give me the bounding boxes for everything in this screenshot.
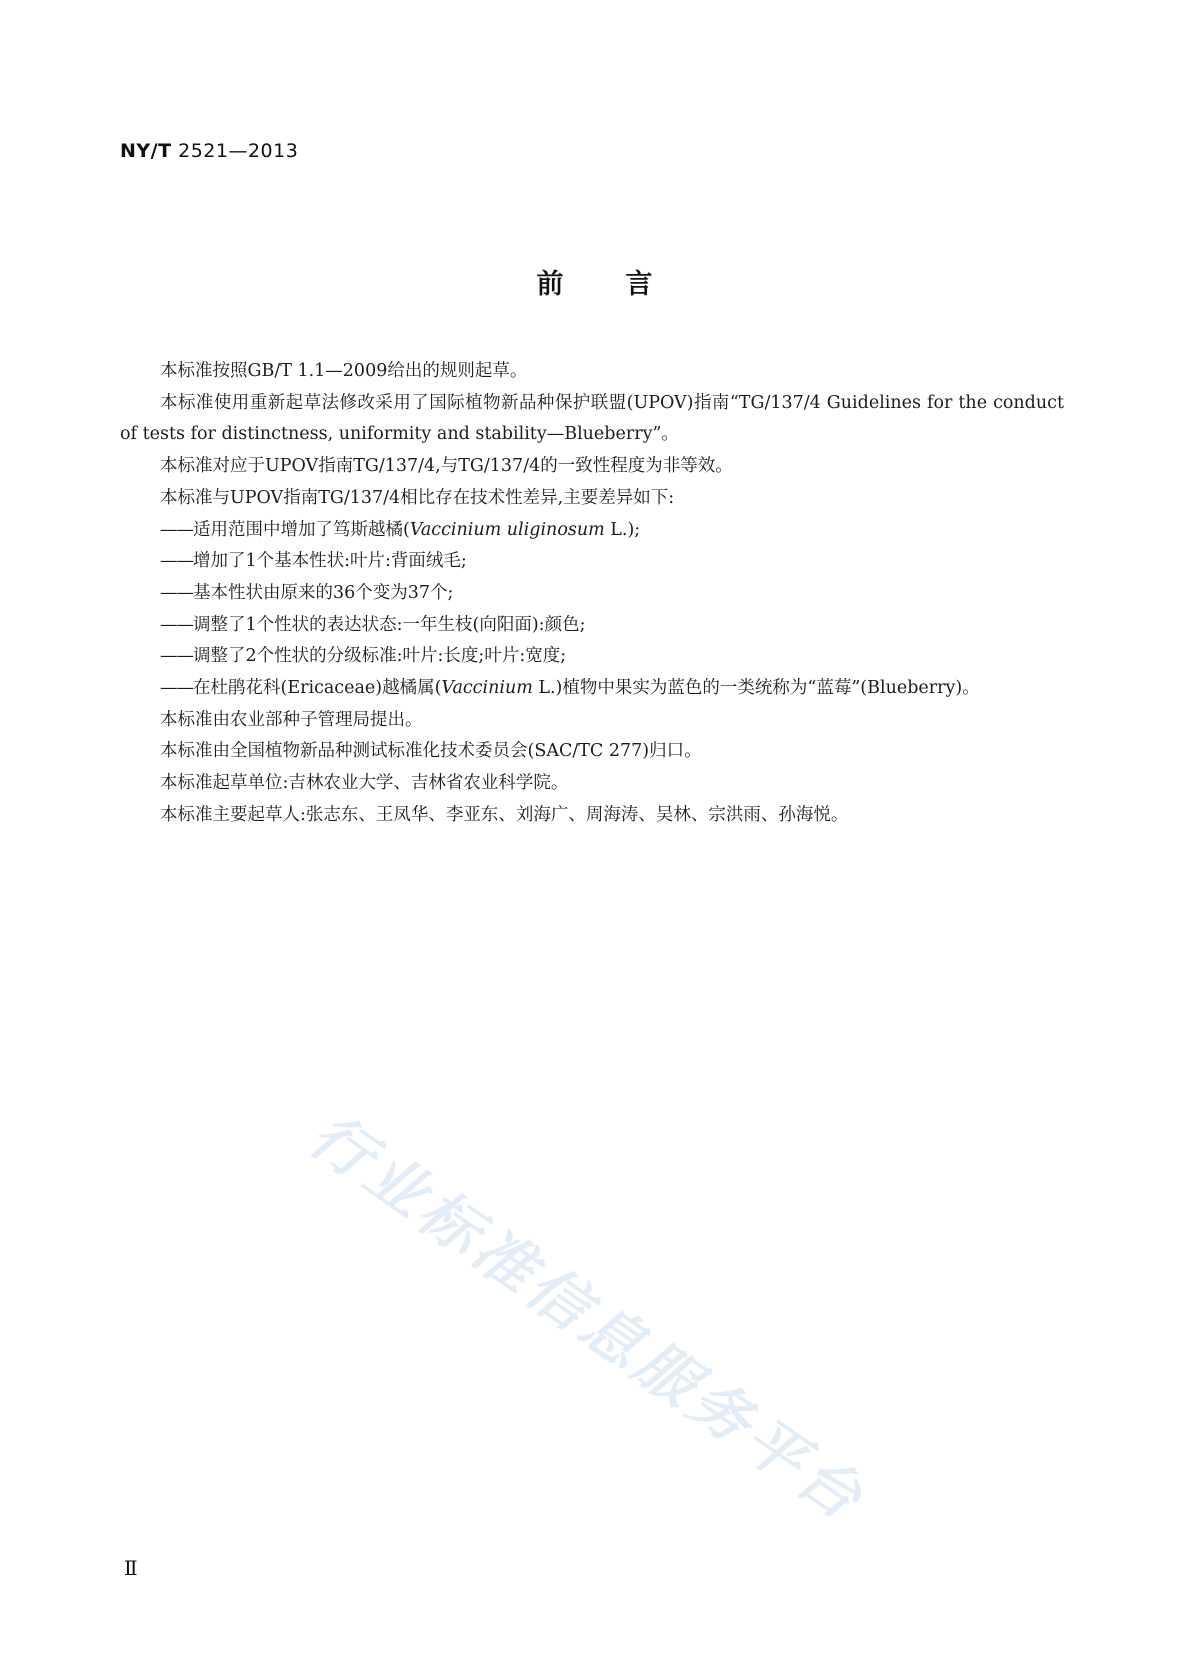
dash-marker: —— xyxy=(160,551,193,572)
paragraph-committee: 本标准由全国植物新品种测试标准化技术委员会(SAC/TC 277)归口。 xyxy=(160,741,702,762)
watermark: 行业标准信息服务平台 xyxy=(297,1100,878,1537)
difference-item-added-trait: ——增加了1个基本性状:叶片:背面绒毛; xyxy=(160,551,467,572)
document-code-prefix: NY/T xyxy=(120,140,172,162)
dash-marker: —— xyxy=(160,678,193,699)
difference-item-blueberry-definition: ——在杜鹃花科(Ericaceae)越橘属(Vaccinium L.)植物中果实为蓝色的一类统称为“蓝莓”(Blueberry)。 xyxy=(160,678,980,699)
page-number: Ⅱ xyxy=(124,1556,138,1580)
difference-item-scope: ——适用范围中增加了笃斯越橘(Vaccinium uliginosum L.); xyxy=(160,519,641,540)
foreword-body xyxy=(120,356,1064,832)
dash-marker: —— xyxy=(160,614,193,635)
paragraph-correspondence: 本标准对应于UPOV指南TG/137/4,与TG/137/4的一致性程度为非等效。 xyxy=(160,456,733,477)
difference-item-expression-state: ——调整了1个性状的表达状态:一年生枝(向阳面):颜色; xyxy=(160,614,586,635)
paragraph-differences-intro: 本标准与UPOV指南TG/137/4相比存在技术性差异,主要差异如下: xyxy=(160,487,675,508)
dash-marker: —— xyxy=(160,519,193,540)
paragraph-upov-adoption: 本标准使用重新起草法修改采用了国际植物新品种保护联盟(UPOV)指南“TG/137/4 Guidelines for the conduct of tests for distinctness, uniformity and stability—Blueberry”。 xyxy=(120,392,1064,445)
section-title: 前言 xyxy=(536,269,715,300)
difference-item-trait-count: ——基本性状由原来的36个变为37个; xyxy=(160,582,454,603)
document-code-number: 2521—2013 xyxy=(178,140,299,162)
dash-marker: —— xyxy=(160,646,193,667)
latin-name: Vaccinium uliginosum xyxy=(409,519,605,540)
paragraph-drafting-rules: 本标准按照GB/T 1.1—2009给出的规则起草。 xyxy=(160,361,528,381)
paragraph-drafters: 本标准主要起草人:张志东、王凤华、李亚东、刘海广、周海涛、吴林、宗洪雨、孙海悦。 xyxy=(160,804,849,825)
paragraph-proposer: 本标准由农业部种子管理局提出。 xyxy=(160,709,423,730)
difference-item-grading: ——调整了2个性状的分级标准:叶片:长度;叶片:宽度; xyxy=(160,646,567,667)
paragraph-drafting-units: 本标准起草单位:吉林农业大学、吉林省农业科学院。 xyxy=(160,773,569,794)
document-code xyxy=(120,140,298,162)
dash-marker: —— xyxy=(160,582,193,603)
latin-name: Vaccinium xyxy=(441,678,533,699)
